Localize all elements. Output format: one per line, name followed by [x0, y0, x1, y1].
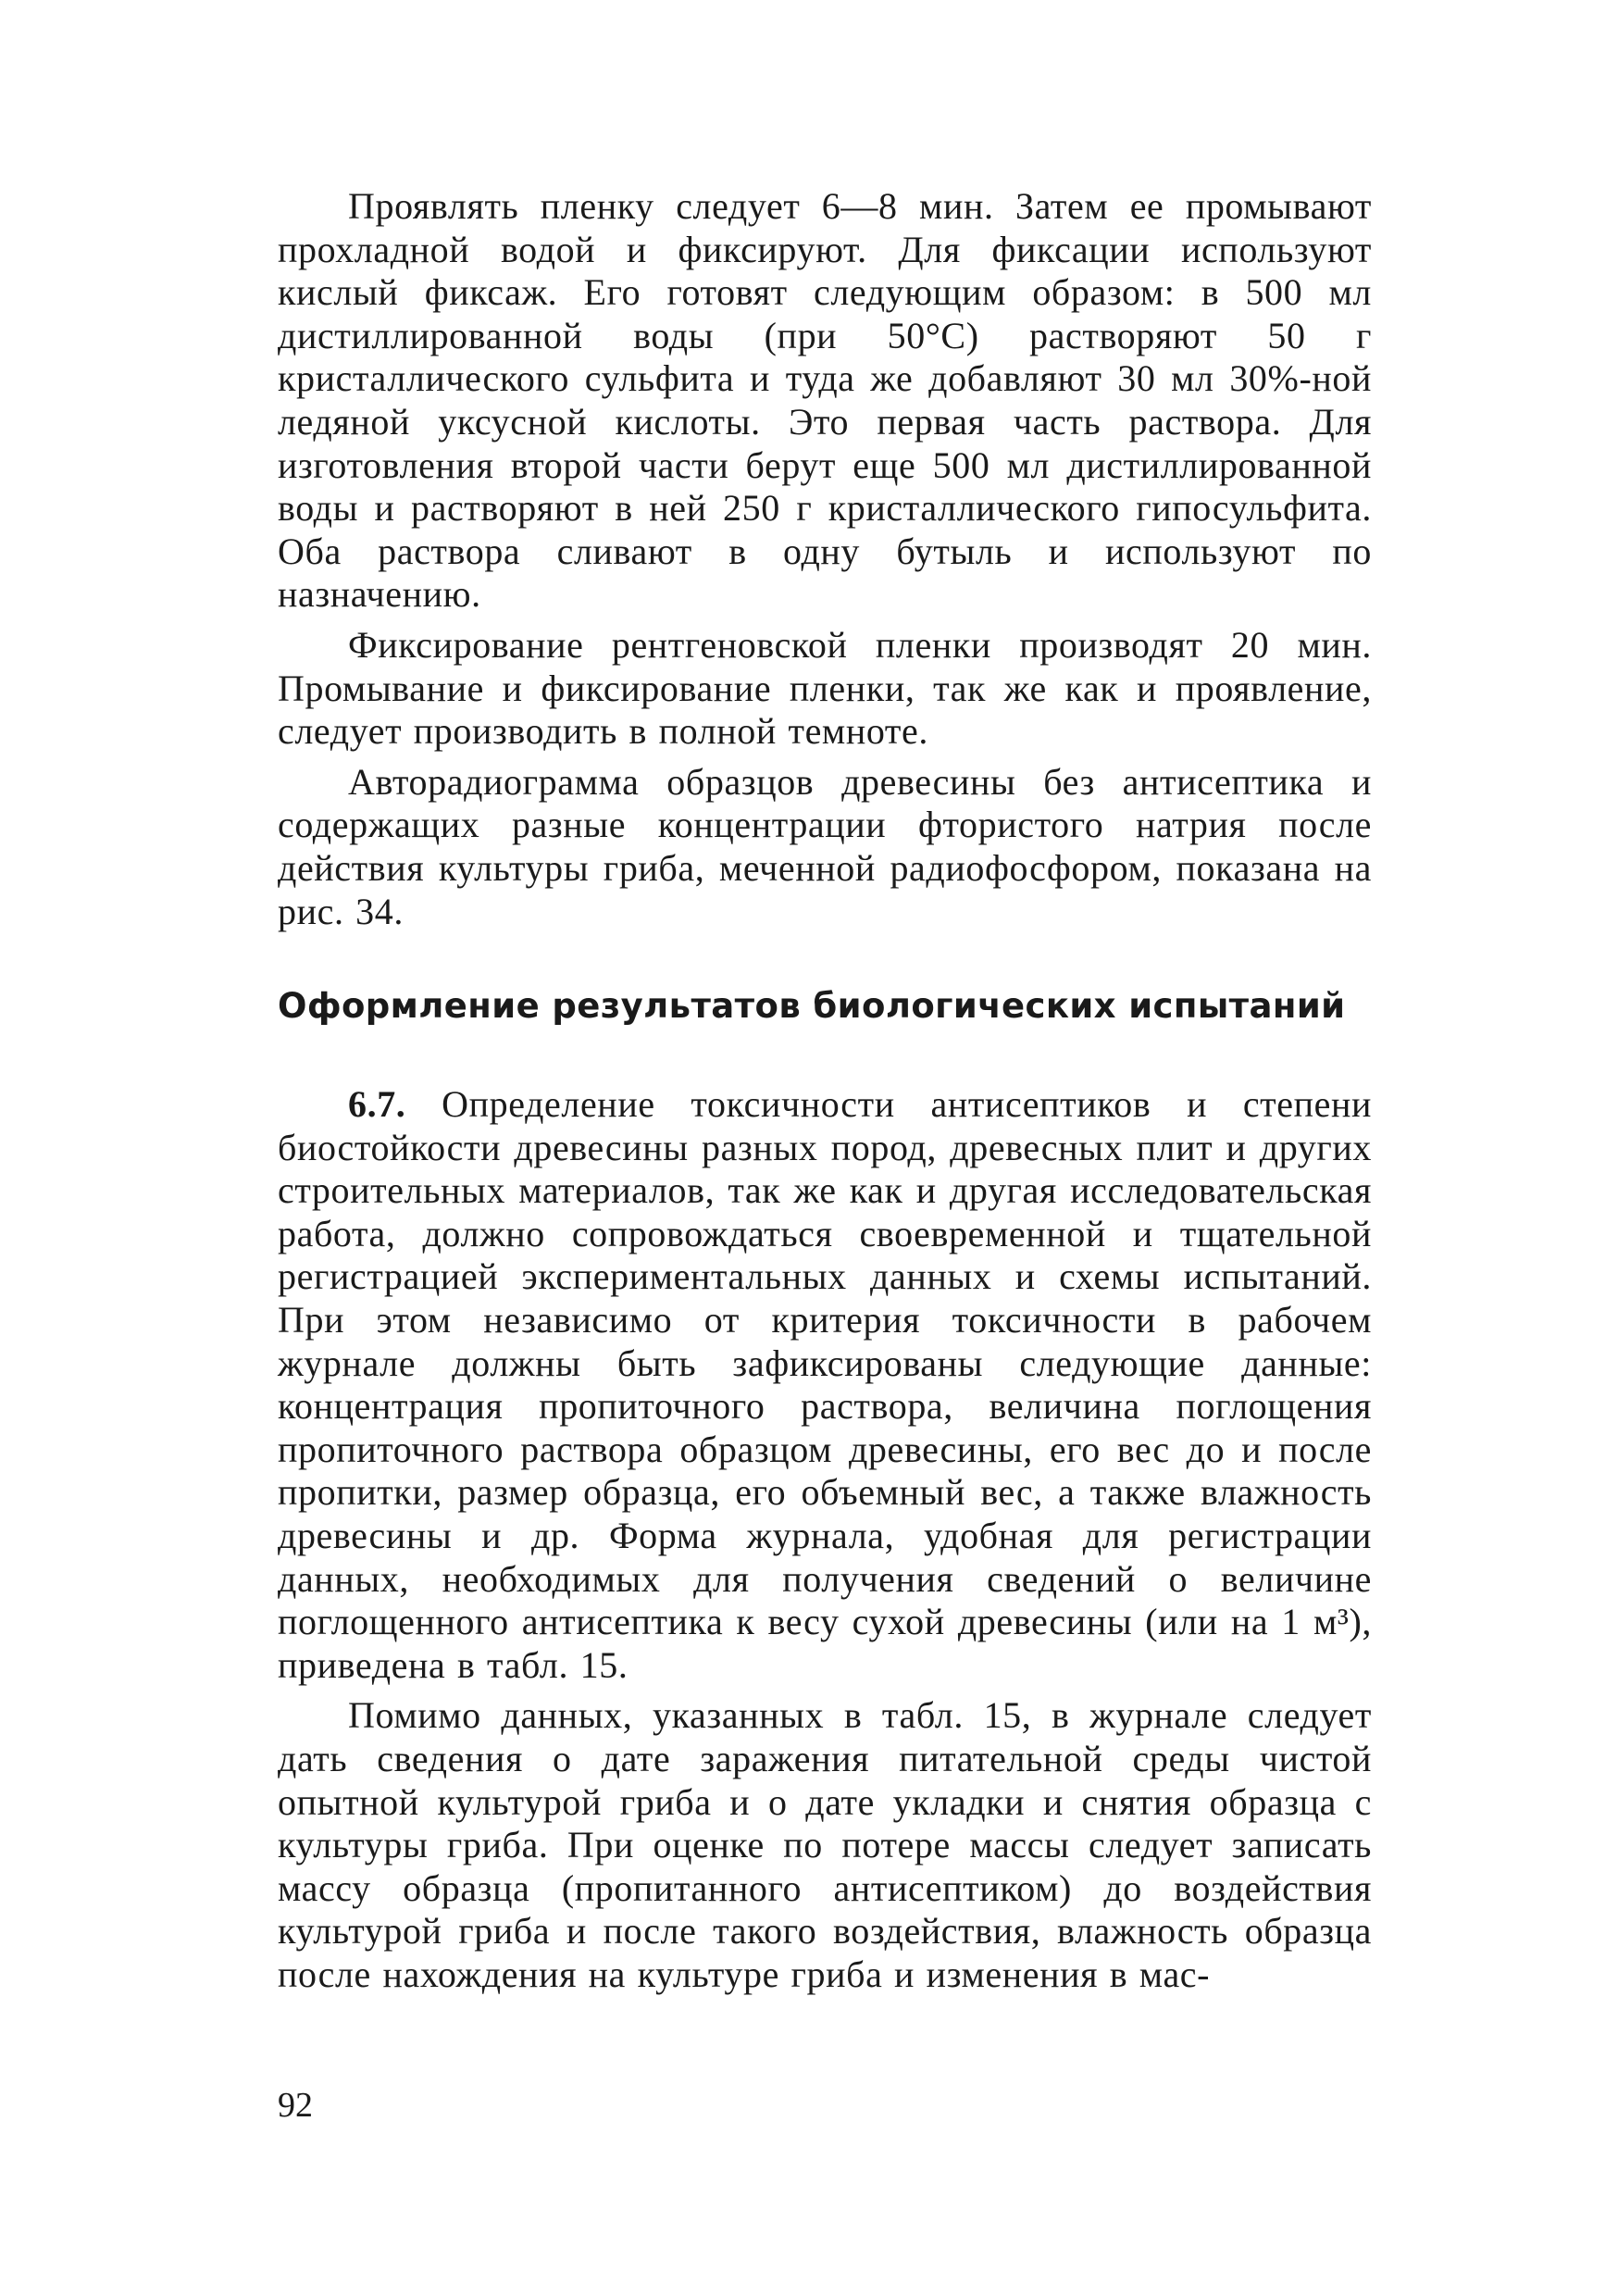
section-number: 6.7.: [348, 1083, 406, 1126]
paragraph-6-7-text: Определение токсичности антисептиков и степени биостойкости древесины разных пород, древесных плит и других строительных материалов, так же как и другая исследовательская работа, должно сопровождаться своевременной и тщательной регистрацией экспериментальных данных и схемы испытаний. При этом независимо от критерия токсичности в рабочем журнале должны быть зафиксированы следующие данные: концентрация пропиточного раствора, величина поглощения пропиточного раствора образцом древесины, его вес до и после пропитки, размер образца, его объемный вес, а также влажность древесины и др. Форма журнала, удобная для регистрации данных, необходимых для получения сведений о величине поглощенного антисептика к весу сухой древесины (или на 1 м³), приведена в табл. 15.: [278, 1083, 1372, 1686]
paragraph-additional-data: Помимо данных, указанных в табл. 15, в журнале следует дать сведения о дате заражения питательной среды чистой опытной культурой гриба и о дате укладки и снятия образца с культуры гриба. При оценке по потере массы следует записать массу образца (пропитанного антисептиком) до воздействия культурой гриба и после такого воздействия, влажность образца после нахождения на культуре гриба и изменения в мас-: [278, 1694, 1372, 1995]
paragraph-6-7: [278, 1083, 1372, 1687]
paragraph-autoradiogram: Авторадиограмма образцов древесины без антисептика и содержащих разные концентрации фтористого натрия после действия культуры гриба, меченной радиофосфором, показана на рис. 34.: [278, 760, 1372, 932]
paragraph-developing-film: Проявлять пленку следует 6—8 мин. Затем ее промывают прохладной водой и фиксируют. Для фиксации используют кислый фиксаж. Его готовят следующим образом: в 500 мл дистиллированной воды (при 50°С) растворяют 50 г кристаллического сульфита и туда же добавляют 30 мл 30%-ной ледяной уксусной кислоты. Это первая часть раствора. Для изготовления второй части берут еще 500 мл дистиллированной воды и растворяют в ней 250 г кристаллического гипосульфита. Оба раствора сливают в одну бутыль и используют по назначению.: [278, 185, 1372, 616]
main-text-block: [278, 185, 1372, 2004]
page-number: 92: [278, 2086, 313, 2125]
section-heading: Оформление результатов биологических испытаний: [278, 986, 1346, 1027]
paragraph-fixing-film: Фиксирование рентгеновской пленки производят 20 мин. Промывание и фиксирование пленки, так же как и проявление, следует производить в полной темноте.: [278, 623, 1372, 753]
